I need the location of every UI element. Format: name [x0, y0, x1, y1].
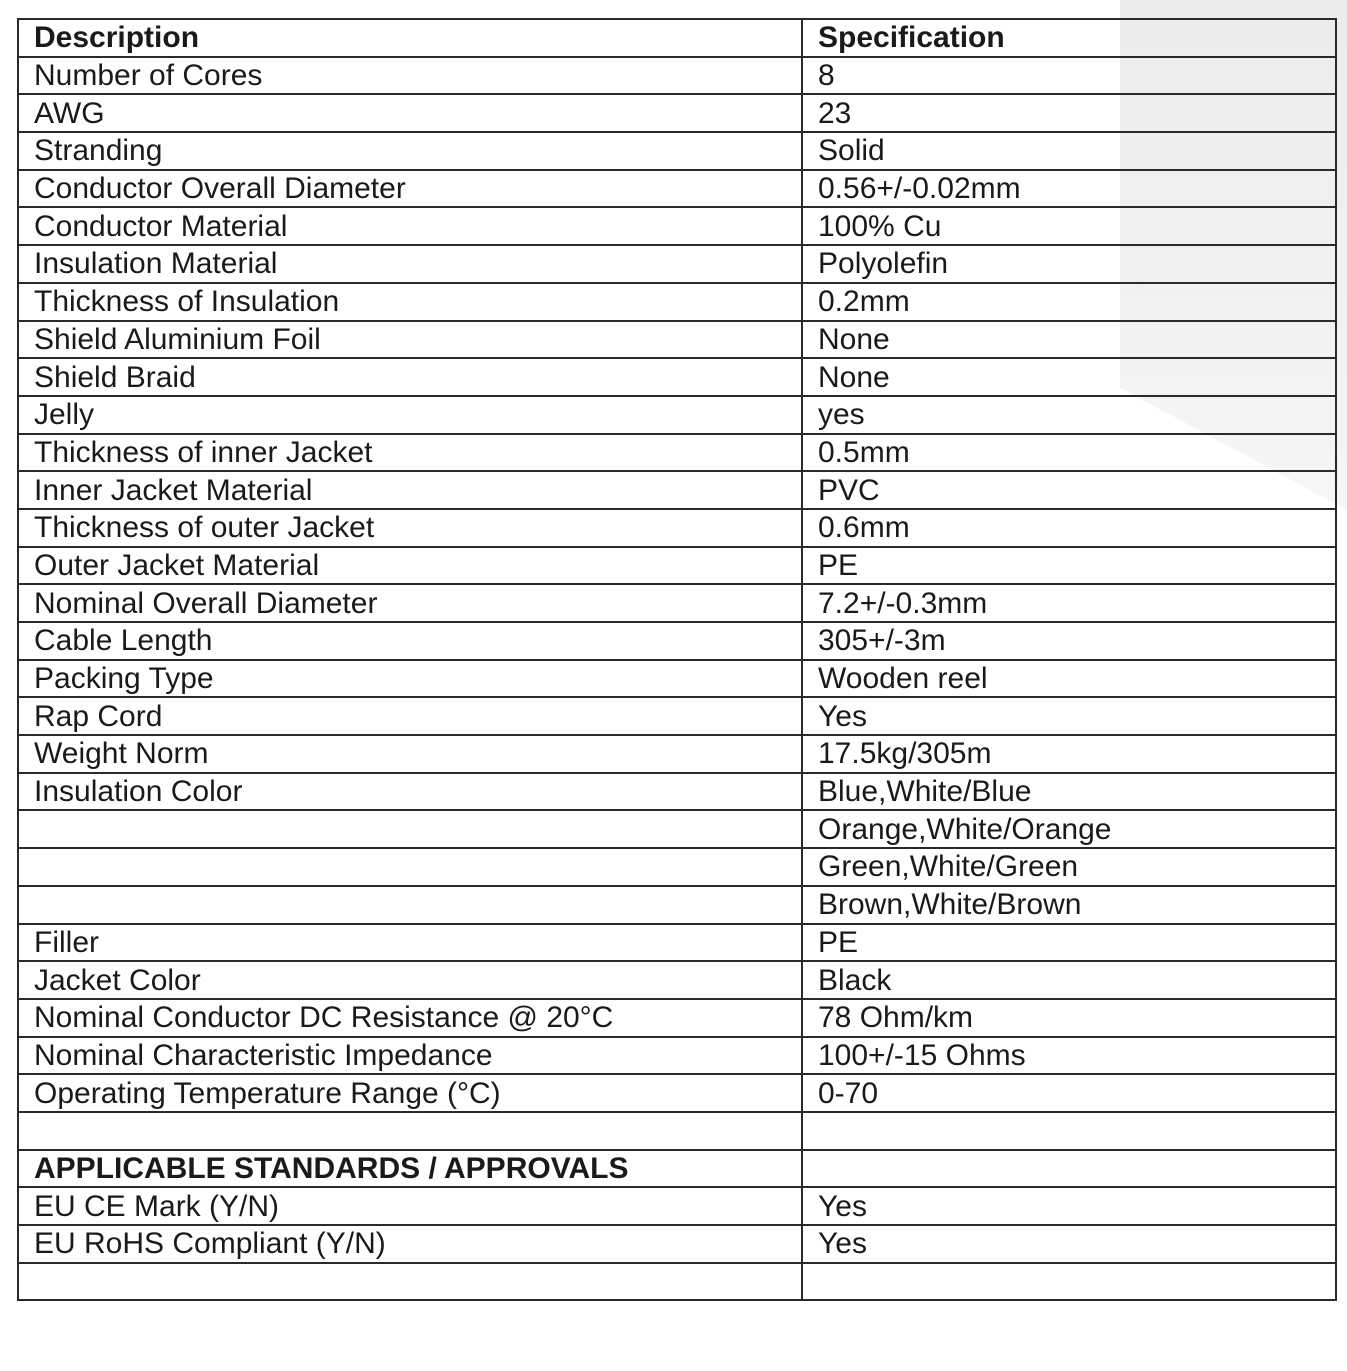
row-description: Number of Cores: [18, 57, 802, 95]
row-description: Nominal Conductor DC Resistance @ 20°C: [18, 999, 802, 1037]
row-specification: PE: [802, 924, 1336, 962]
row-specification: PVC: [802, 471, 1336, 509]
row-description: Packing Type: [18, 660, 802, 698]
row-description: [18, 848, 802, 886]
table-row: [18, 1263, 1336, 1301]
row-specification: Brown,White/Brown: [802, 886, 1336, 924]
row-description: Jacket Color: [18, 961, 802, 999]
row-description: Nominal Characteristic Impedance: [18, 1037, 802, 1075]
row-description: Conductor Overall Diameter: [18, 170, 802, 208]
table-row: [18, 207, 1336, 245]
row-description: Shield Aluminium Foil: [18, 321, 802, 359]
row-specification: Orange,White/Orange: [802, 810, 1336, 848]
row-specification: Polyolefin: [802, 245, 1336, 283]
table-row: [18, 697, 1336, 735]
row-specification: 78 Ohm/km: [802, 999, 1336, 1037]
header-specification: Specification: [802, 19, 1336, 57]
row-description: Inner Jacket Material: [18, 471, 802, 509]
table-row: [18, 358, 1336, 396]
row-description: Thickness of inner Jacket: [18, 434, 802, 472]
table-row: [18, 584, 1336, 622]
table-row: [18, 1225, 1336, 1263]
row-description: EU CE Mark (Y/N): [18, 1187, 802, 1225]
row-description: Thickness of Insulation: [18, 283, 802, 321]
row-description: Stranding: [18, 132, 802, 170]
row-specification: Yes: [802, 1187, 1336, 1225]
table-row: [18, 1150, 1336, 1188]
row-description: Jelly: [18, 396, 802, 434]
row-specification: Solid: [802, 132, 1336, 170]
row-specification: [802, 1263, 1336, 1301]
row-specification: 0.56+/-0.02mm: [802, 170, 1336, 208]
table-row: [18, 547, 1336, 585]
row-description: Nominal Overall Diameter: [18, 584, 802, 622]
row-description: EU RoHS Compliant (Y/N): [18, 1225, 802, 1263]
row-specification: Yes: [802, 697, 1336, 735]
row-description: Shield Braid: [18, 358, 802, 396]
row-description: Cable Length: [18, 622, 802, 660]
row-specification: 0.2mm: [802, 283, 1336, 321]
row-specification: Black: [802, 961, 1336, 999]
row-specification: [802, 1150, 1336, 1188]
table-row: [18, 961, 1336, 999]
table-row: [18, 1112, 1336, 1150]
header-description: Description: [18, 19, 802, 57]
row-description: [18, 1112, 802, 1150]
row-specification: 305+/-3m: [802, 622, 1336, 660]
row-specification: 0-70: [802, 1074, 1336, 1112]
row-description: Thickness of outer Jacket: [18, 509, 802, 547]
row-description: Insulation Material: [18, 245, 802, 283]
table-row: [18, 1187, 1336, 1225]
table-row: [18, 132, 1336, 170]
row-specification: Green,White/Green: [802, 848, 1336, 886]
row-specification: [802, 1112, 1336, 1150]
table-row: [18, 622, 1336, 660]
row-specification: 100% Cu: [802, 207, 1336, 245]
row-specification: 100+/-15 Ohms: [802, 1037, 1336, 1075]
table-row: [18, 735, 1336, 773]
row-description: Outer Jacket Material: [18, 547, 802, 585]
table-row: [18, 321, 1336, 359]
row-specification: 7.2+/-0.3mm: [802, 584, 1336, 622]
row-specification: None: [802, 358, 1336, 396]
table-row: [18, 1037, 1336, 1075]
row-specification: Yes: [802, 1225, 1336, 1263]
table-row: [18, 773, 1336, 811]
row-specification: 17.5kg/305m: [802, 735, 1336, 773]
table-row: [18, 660, 1336, 698]
table-row: [18, 94, 1336, 132]
row-specification: 23: [802, 94, 1336, 132]
table-row: [18, 283, 1336, 321]
row-specification: yes: [802, 396, 1336, 434]
row-description: Conductor Material: [18, 207, 802, 245]
table-row: [18, 848, 1336, 886]
row-description: Filler: [18, 924, 802, 962]
table-row: [18, 471, 1336, 509]
table-row: [18, 886, 1336, 924]
row-description: Insulation Color: [18, 773, 802, 811]
row-specification: PE: [802, 547, 1336, 585]
row-description: APPLICABLE STANDARDS / APPROVALS: [18, 1150, 802, 1188]
table-row: [18, 810, 1336, 848]
row-specification: None: [802, 321, 1336, 359]
table-row: [18, 57, 1336, 95]
row-specification: 0.6mm: [802, 509, 1336, 547]
row-description: [18, 1263, 802, 1301]
row-description: [18, 810, 802, 848]
table-body: [18, 57, 1336, 1301]
row-description: [18, 886, 802, 924]
row-specification: 8: [802, 57, 1336, 95]
row-description: Weight Norm: [18, 735, 802, 773]
table-row: [18, 396, 1336, 434]
row-specification: 0.5mm: [802, 434, 1336, 472]
table-row: [18, 434, 1336, 472]
table-header-row: [18, 19, 1336, 57]
table-row: [18, 170, 1336, 208]
specification-table: [17, 18, 1337, 1301]
table-row: [18, 509, 1336, 547]
row-specification: Wooden reel: [802, 660, 1336, 698]
table-row: [18, 999, 1336, 1037]
table-row: [18, 924, 1336, 962]
table-row: [18, 1074, 1336, 1112]
row-description: Rap Cord: [18, 697, 802, 735]
row-description: AWG: [18, 94, 802, 132]
row-specification: Blue,White/Blue: [802, 773, 1336, 811]
table-row: [18, 245, 1336, 283]
row-description: Operating Temperature Range (°C): [18, 1074, 802, 1112]
